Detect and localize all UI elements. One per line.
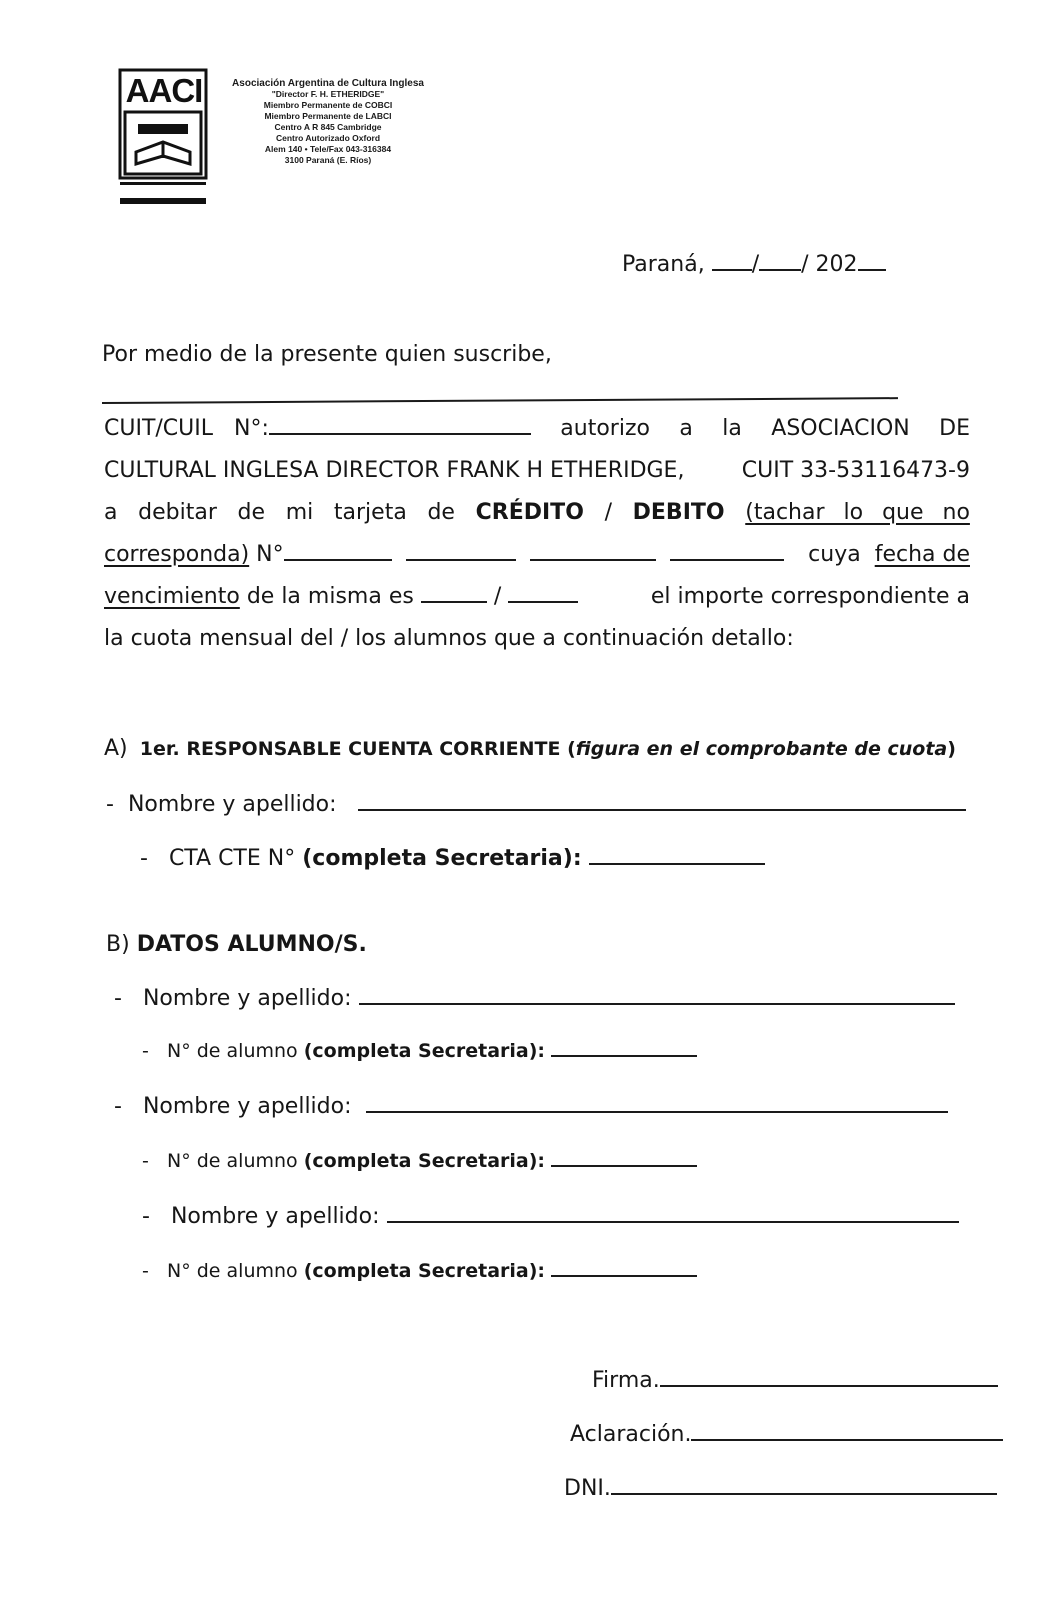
header-line: Asociación Argentina de Cultura Inglesa [232, 78, 424, 89]
logo-lettering: AACI [125, 72, 203, 109]
word: cuya [808, 542, 861, 567]
card-number-block-1[interactable] [284, 559, 392, 561]
firma-label: Firma. [592, 1368, 660, 1393]
student-3-name-row [142, 1204, 959, 1229]
section-b-letter: B) [106, 932, 130, 957]
org-cuit: CUIT 33-53116473-9 [741, 458, 970, 483]
responsable-name-label: Nombre y apellido: [127, 792, 337, 817]
auth-line-6: la cuota mensual del / los alumnos que a continuación detallo: [104, 626, 794, 651]
auth-line-2 [104, 458, 970, 483]
credit-option: CRÉDITO [475, 500, 584, 525]
responsable-name-field[interactable] [358, 809, 966, 811]
aclaracion-label: Aclaración. [570, 1422, 692, 1447]
word: mi [285, 500, 314, 525]
date-line [622, 252, 886, 277]
word: a [104, 500, 118, 525]
student-name-label: Nombre y apellido: [142, 1094, 352, 1119]
date-month-field[interactable] [759, 269, 801, 271]
student-number-label: N° de alumno [166, 1040, 298, 1062]
cuit-label-group [104, 416, 531, 441]
auth-line-5 [104, 584, 970, 609]
expiry-slash: / [493, 584, 502, 609]
card-number-block-4[interactable] [670, 559, 784, 561]
section-a-title [104, 736, 956, 761]
student-3-name-field[interactable] [387, 1221, 959, 1223]
cuit-number-field[interactable] [269, 433, 531, 435]
misma-text: de la misma es [246, 584, 414, 609]
importe-text: el importe correspondiente a [650, 584, 970, 609]
word: la [722, 416, 742, 441]
student-name-label: Nombre y apellido: [170, 1204, 380, 1229]
org-name: CULTURAL INGLESA DIRECTOR FRANK H ETHERIDGE, [104, 458, 685, 483]
header-line: Centro Autorizado Oxford [275, 133, 381, 143]
header-line: 3100 Paraná (E. Ríos) [284, 155, 372, 165]
section-b-heading: DATOS ALUMNO/S. [136, 932, 367, 957]
firma-field[interactable] [660, 1385, 998, 1387]
intro-text: Por medio de la presente quien suscribe, [102, 342, 552, 367]
student-1-name-row [114, 986, 955, 1011]
word: tarjeta [333, 500, 407, 525]
word: a [679, 416, 693, 441]
student-3-number-field[interactable] [551, 1275, 697, 1277]
card-number-block-3[interactable] [530, 559, 656, 561]
bullet: - [106, 792, 114, 817]
bullet: - [142, 1040, 149, 1062]
header-line: Centro A R 845 Cambridge [274, 122, 382, 132]
aclaracion-field[interactable] [691, 1439, 1003, 1441]
cta-cte-field[interactable] [589, 863, 765, 865]
option-slash: / [604, 500, 612, 525]
dni-row [564, 1476, 997, 1501]
subscriber-name-field[interactable] [102, 397, 898, 404]
word: debitar [138, 500, 217, 525]
student-number-secretaria: (completa Secretaria): [303, 1040, 546, 1062]
fecha-de-text: fecha de [874, 542, 970, 567]
bullet: - [114, 986, 122, 1011]
cuya-group [808, 542, 970, 567]
student-number-label: N° de alumno [166, 1150, 298, 1172]
student-number-label: N° de alumno [166, 1260, 298, 1282]
dni-label: DNI. [564, 1476, 611, 1501]
expiry-group [104, 584, 578, 609]
date-sep-2: / 202 [801, 252, 858, 277]
institution-logo [116, 66, 211, 206]
vencimiento-text: vencimiento [104, 584, 240, 609]
section-a-heading-close: ) [947, 738, 956, 760]
student-number-secretaria: (completa Secretaria): [303, 1150, 546, 1172]
firma-row [592, 1368, 998, 1393]
cta-cte-label: CTA CTE N° [168, 846, 296, 871]
header-line: "Director F. H. ETHERIDGE" [271, 89, 385, 99]
auth-line-1 [104, 416, 970, 441]
section-a-letter: A) [104, 736, 128, 761]
word: ASOCIACION [771, 416, 910, 441]
date-sep-1: / [751, 252, 760, 277]
section-b-title [106, 932, 367, 957]
student-number-secretaria: (completa Secretaria): [303, 1260, 546, 1282]
word: de [427, 500, 455, 525]
section-a-heading-italic: figura en el comprobante de cuota [575, 738, 948, 760]
date-city: Paraná, [622, 252, 705, 277]
word: DE [939, 416, 970, 441]
bullet: - [142, 1150, 149, 1172]
word: autorizo [560, 416, 650, 441]
card-no-label: N° [256, 542, 284, 567]
expiry-year-field[interactable] [508, 601, 578, 603]
card-number-block-2[interactable] [406, 559, 516, 561]
cuit-label: CUIT/CUIL [104, 416, 214, 441]
student-1-name-field[interactable] [359, 1003, 955, 1005]
dni-field[interactable] [611, 1493, 997, 1495]
section-a-heading: 1er. RESPONSABLE CUENTA CORRIENTE ( [139, 738, 576, 760]
word: de [237, 500, 266, 525]
student-3-number-row [142, 1260, 697, 1282]
aclaracion-row [570, 1422, 1003, 1447]
strike-instruction: (tachar lo que no [745, 500, 970, 525]
student-1-number-field[interactable] [551, 1055, 697, 1057]
card-number-group [104, 542, 784, 567]
student-2-number-row [142, 1150, 697, 1172]
expiry-month-field[interactable] [421, 601, 487, 603]
responsable-name-row [106, 792, 966, 817]
header-line: Alem 140 • Tele/Fax 043-316384 [264, 144, 392, 154]
student-1-number-row [142, 1040, 697, 1062]
debit-option: DEBITO [632, 500, 725, 525]
student-2-number-field[interactable] [551, 1165, 697, 1167]
date-year-field[interactable] [858, 269, 886, 271]
auth-line-4 [104, 542, 970, 567]
auth-line-3 [104, 500, 970, 525]
cta-cte-row [140, 846, 765, 871]
corresponda-text: corresponda) [104, 542, 250, 567]
student-name-label: Nombre y apellido: [142, 986, 352, 1011]
header-line: Miembro Permanente de COBCI [263, 100, 393, 110]
student-2-name-field[interactable] [366, 1111, 948, 1113]
bullet: - [142, 1204, 150, 1229]
bullet: - [114, 1094, 122, 1119]
cuit-no-label: N°: [234, 416, 269, 441]
bullet: - [140, 846, 148, 871]
date-day-field[interactable] [712, 269, 752, 271]
cta-cte-secretaria: (completa Secretaria): [302, 846, 582, 871]
student-2-name-row [114, 1094, 948, 1119]
bullet: - [142, 1260, 149, 1282]
header-line: Miembro Permanente de LABCI [264, 111, 392, 121]
institution-header [228, 78, 428, 166]
